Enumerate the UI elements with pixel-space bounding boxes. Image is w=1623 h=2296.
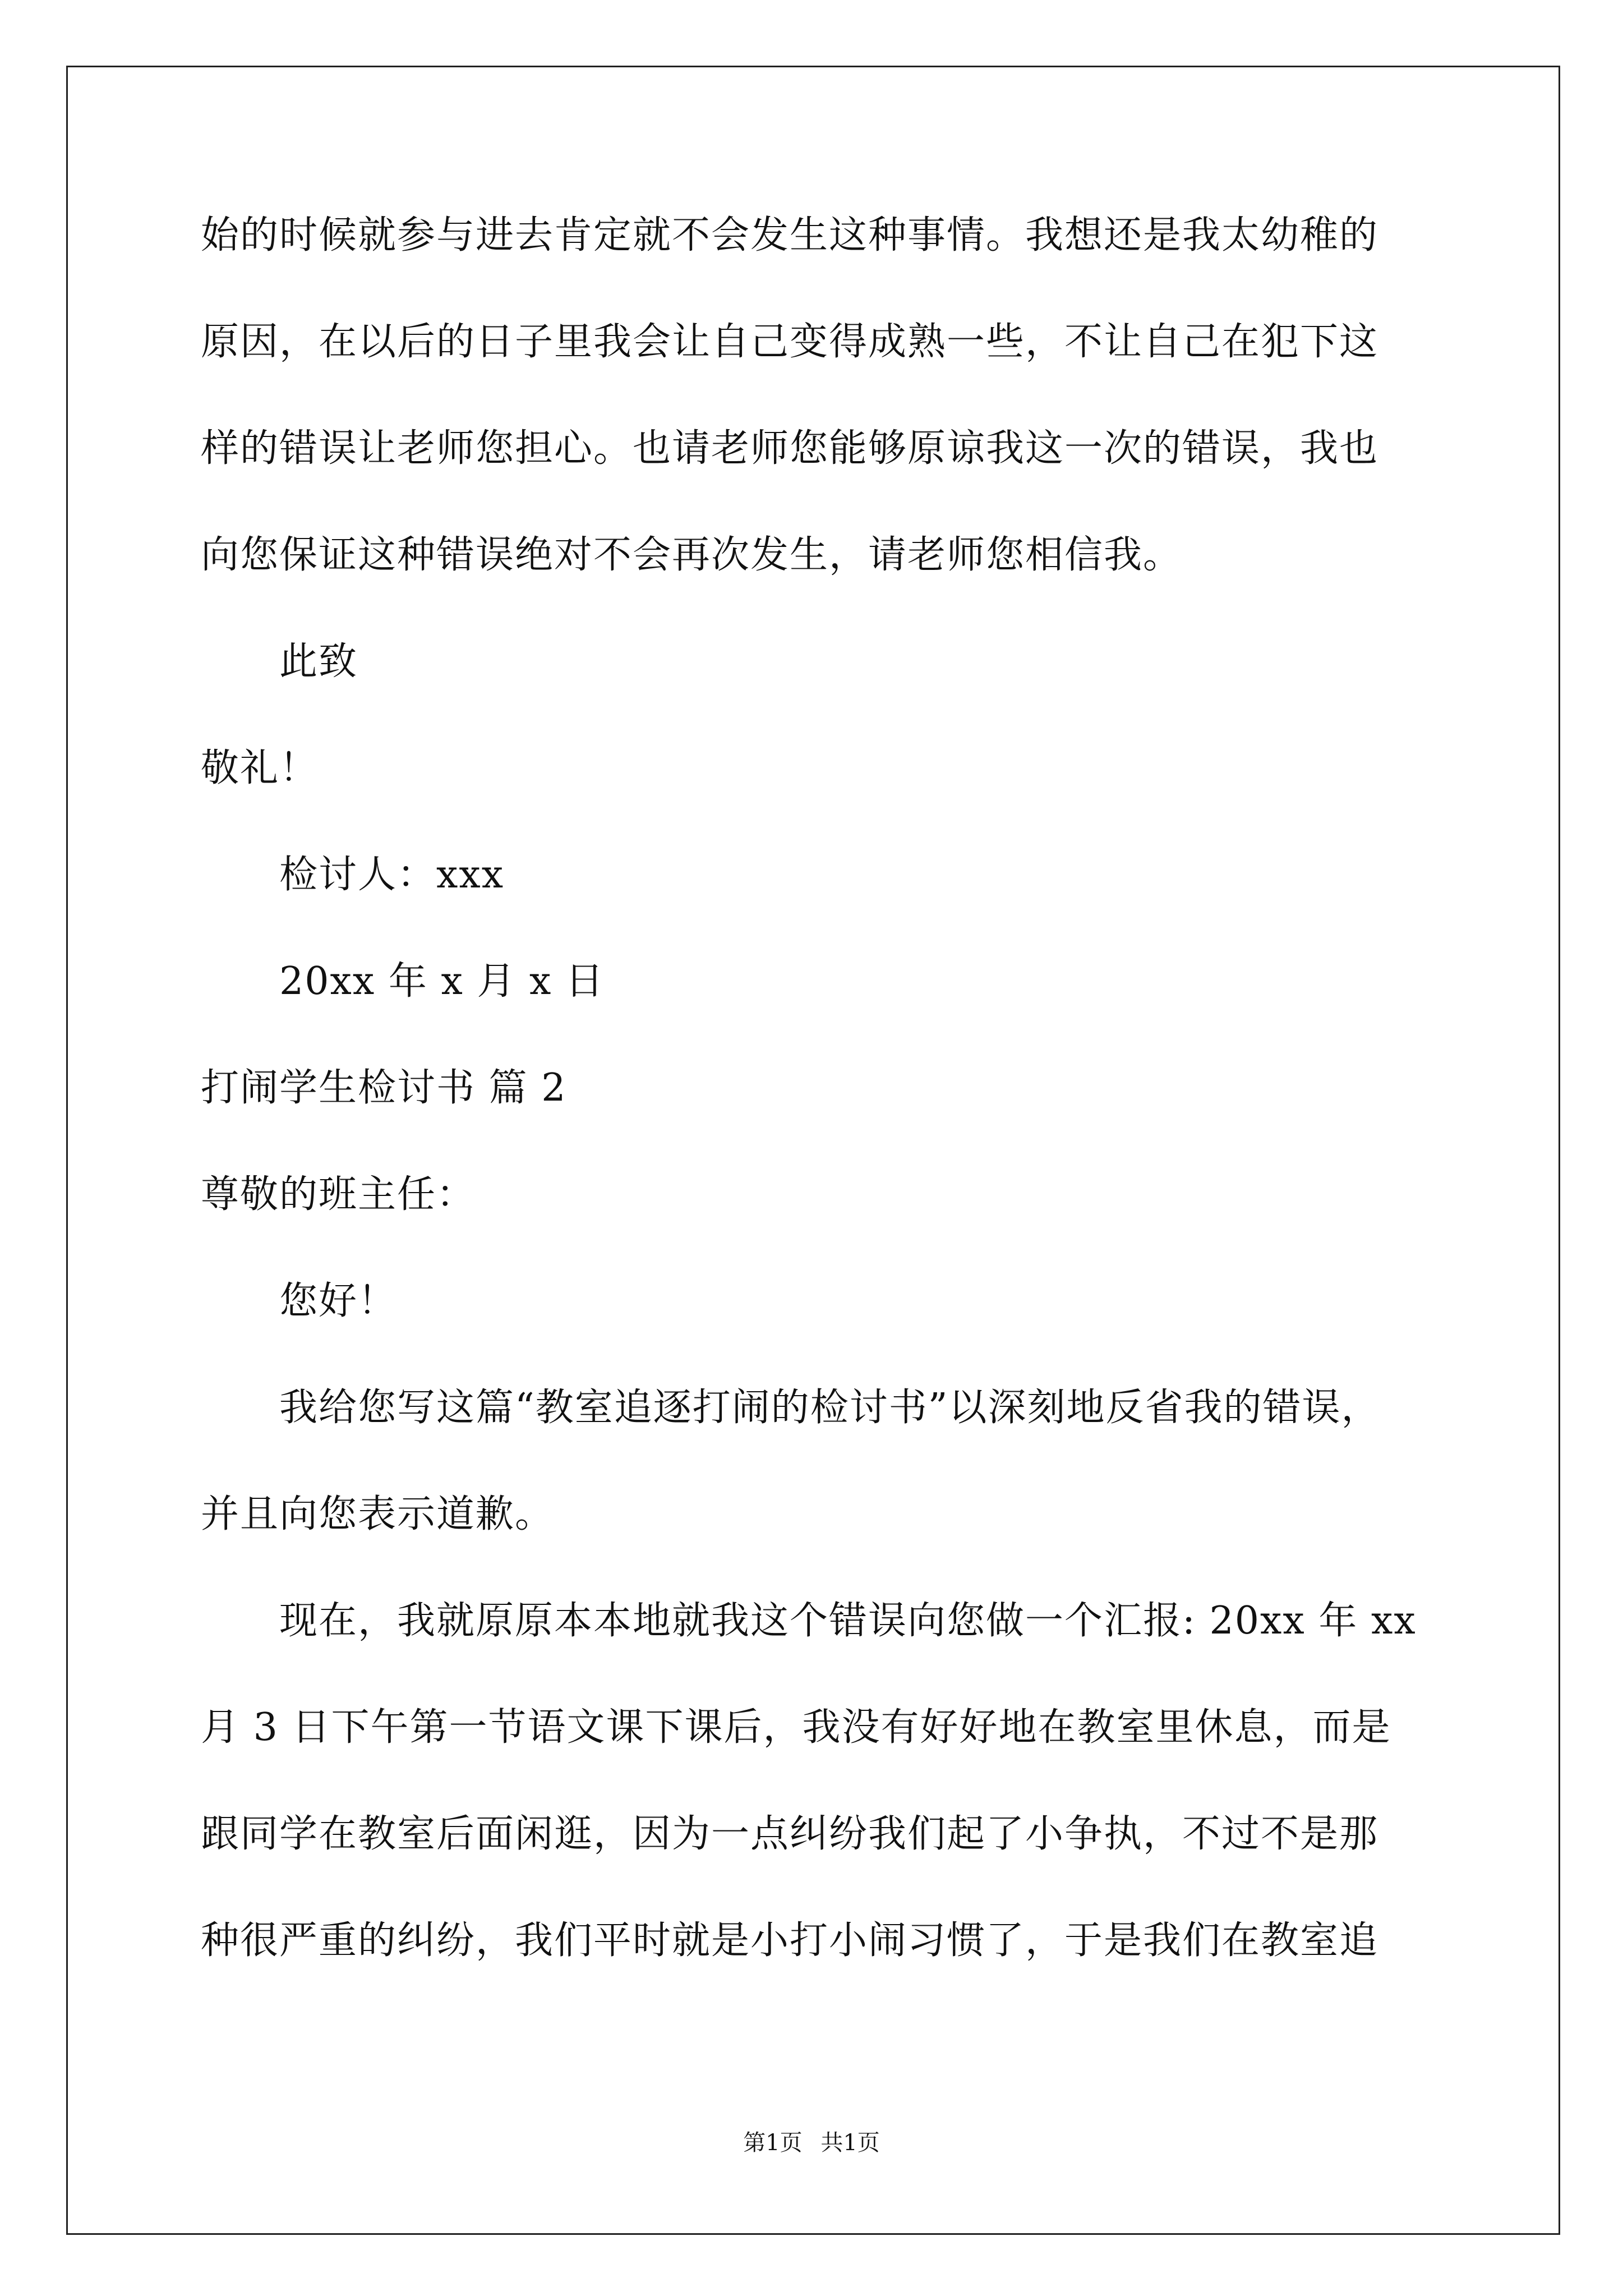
paragraph-line: 向您保证这种错误绝对不会再次发生，请老师您相信我。 (201, 533, 1183, 577)
closing-salutation: 此致 (279, 639, 358, 684)
paragraph-line: 现在，我就原原本本地就我这个错误向您做一个汇报: 20xx 年 xx (279, 1599, 1417, 1643)
paragraph-line: 我给您写这篇“教室追逐打闹的检讨书”以深刻地反省我的错误， (279, 1386, 1381, 1430)
paragraph-line: 始的时候就参与进去肯定就不会发生这种事情。我想还是我太幼稚的 (201, 213, 1379, 257)
closing-regards: 敬礼！ (201, 746, 319, 790)
section-heading: 打闹学生检讨书 篇 2 (201, 1066, 567, 1110)
page-footer (0, 2129, 1623, 2157)
paragraph-line: 样的错误让老师您担心。也请老师您能够原谅我这一次的错误，我也 (201, 426, 1379, 471)
page-number-current: 第1页 (743, 2130, 803, 2156)
greeting-recipient: 尊敬的班主任： (201, 1172, 476, 1217)
page-border (66, 66, 1560, 2235)
signature-author: 检讨人：xxx (279, 853, 505, 897)
paragraph-line: 跟同学在教室后面闲逛，因为一点纠纷我们起了小争执，不过不是那 (201, 1812, 1379, 1856)
paragraph-line: 月 3 日下午第一节语文课下课后，我没有好好地在教室里休息，而是 (201, 1705, 1391, 1750)
greeting: 您好！ (279, 1279, 398, 1323)
paragraph-line: 原因，在以后的日子里我会让自己变得成熟一些，不让自己在犯下这 (201, 320, 1379, 364)
signature-date: 20xx 年 x 月 x 日 (279, 959, 605, 1004)
page-number-total: 共1页 (820, 2130, 880, 2156)
paragraph-line: 并且向您表示道歉。 (201, 1492, 555, 1536)
paragraph-line: 种很严重的纠纷，我们平时就是小打小闹习惯了，于是我们在教室追 (201, 1918, 1379, 1963)
